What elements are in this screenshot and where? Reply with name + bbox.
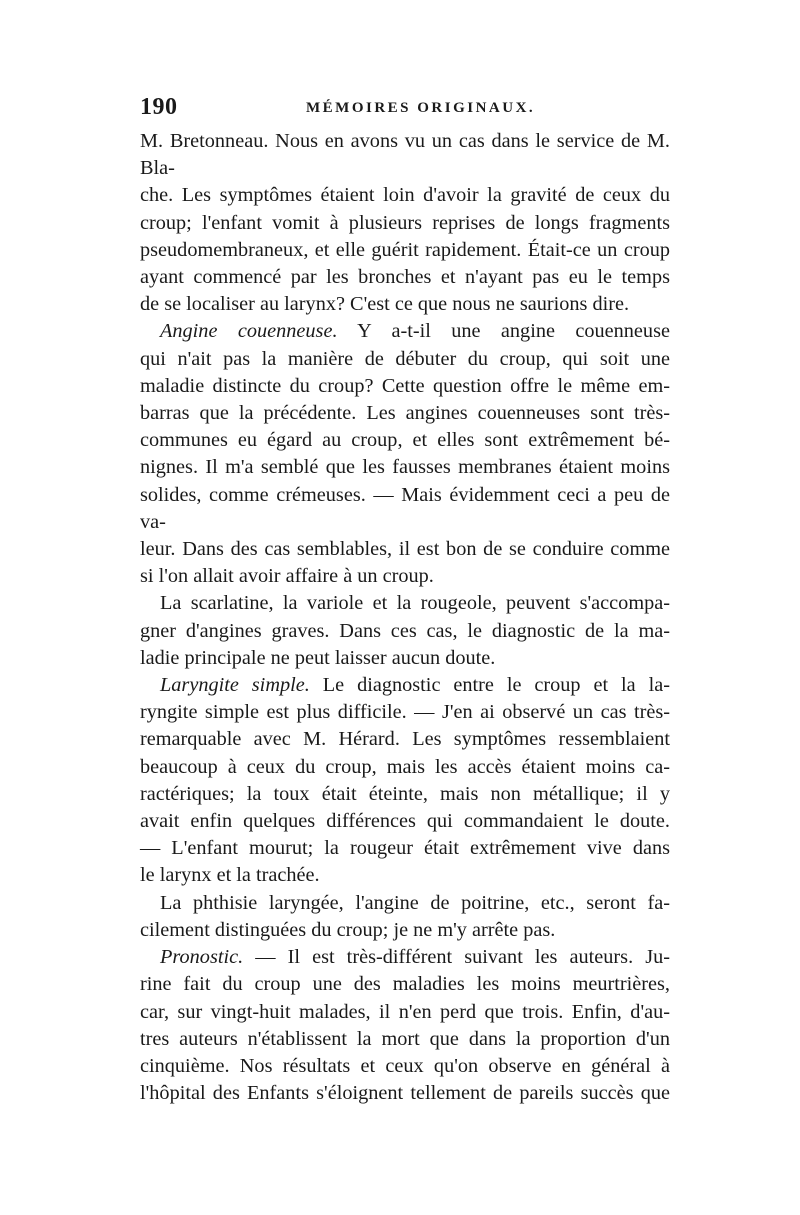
text-line: pseudomembraneux, et elle guérit rapidement. Était-ce un croup	[140, 238, 670, 261]
text-line: l'hôpital des Enfants s'éloignent tellement de pareils succès que	[140, 1082, 670, 1105]
text-line: solides, comme crémeuses. — Mais évidemment ceci a peu de va-	[140, 483, 670, 533]
section-lead: Laryngite simple.	[160, 674, 310, 697]
text-line: che. Les symptômes étaient loin d'avoir la gravité de ceux du	[140, 184, 670, 207]
text-line: ryngite simple est plus difficile. — J'en ai observé un cas très-	[140, 701, 670, 724]
text-line	[140, 672, 670, 699]
text-line: cilement distinguées du croup; je ne m'y arrête pas.	[140, 918, 556, 941]
text-line: beaucoup à ceux du croup, mais les accès étaient moins ca-	[140, 755, 670, 778]
page-number: 190	[140, 94, 178, 120]
section-lead: Pronostic.	[160, 946, 244, 969]
body-text	[140, 128, 670, 1107]
paragraph	[140, 944, 670, 1107]
running-head	[140, 94, 670, 122]
text-line	[140, 944, 670, 971]
text-line: qui n'ait pas la manière de débuter du croup, qui soit une	[140, 347, 670, 370]
text-line: ractériques; la toux était éteinte, mais non métallique; il y	[140, 782, 670, 805]
text-line: croup; l'enfant vomit à plusieurs reprises de longs fragments	[140, 211, 670, 234]
text-line: le larynx et la trachée.	[140, 864, 320, 887]
book-page	[140, 94, 670, 1107]
text-line: cinquième. Nos résultats et ceux qu'on observe en général à	[140, 1054, 670, 1077]
text-line: car, sur vingt-huit malades, il n'en perd que trois. Enfin, d'au-	[140, 1000, 670, 1023]
text-line-rest: Y a-t-il une angine couenneuse	[357, 320, 670, 343]
running-title: MÉMOIRES ORIGINAUX.	[306, 100, 536, 116]
text-line	[140, 318, 670, 345]
text-line: — L'enfant mourut; la rougeur était extrêmement vive dans	[140, 837, 670, 860]
text-line-rest: — Il est très-différent suivant les auteurs. Ju-	[255, 946, 670, 969]
text-line: rine fait du croup une des maladies les moins meurtrières,	[140, 973, 670, 996]
text-line: ayant commencé par les bronches et n'ayant pas eu le temps	[140, 266, 670, 289]
section-lead: Angine couenneuse.	[160, 320, 338, 343]
text-line: ladie principale ne peut laisser aucun doute.	[140, 646, 496, 669]
text-line: de se localiser au larynx? C'est ce que nous ne saurions dire.	[140, 293, 630, 316]
paragraph	[140, 590, 670, 672]
text-line: avait enfin quelques différences qui commandaient le doute.	[140, 810, 670, 833]
paragraph	[140, 890, 670, 944]
text-line: barras que la précédente. Les angines couenneuses sont très-	[140, 402, 670, 425]
paragraph	[140, 318, 670, 590]
text-line: gner d'angines graves. Dans ces cas, le diagnostic de la ma-	[140, 619, 670, 642]
text-line: remarquable avec M. Hérard. Les symptômes ressemblaient	[140, 728, 670, 751]
text-line: leur. Dans des cas semblables, il est bon de se conduire comme	[140, 538, 670, 561]
paragraph	[140, 128, 670, 318]
text-line: nignes. Il m'a semblé que les fausses membranes étaient moins	[140, 456, 670, 479]
text-line: tres auteurs n'établissent la mort que dans la proportion d'un	[140, 1027, 670, 1050]
text-line: M. Bretonneau. Nous en avons vu un cas dans le service de M. Bla-	[140, 130, 670, 180]
text-line: La scarlatine, la variole et la rougeole, peuvent s'accompa-	[160, 592, 670, 615]
paragraph	[140, 672, 670, 890]
text-line: si l'on allait avoir affaire à un croup.	[140, 565, 434, 588]
text-line: maladie distincte du croup? Cette question offre le même em-	[140, 374, 670, 397]
text-line: La phthisie laryngée, l'angine de poitrine, etc., seront fa-	[160, 891, 670, 914]
text-line: communes eu égard au croup, et elles sont extrêmement bé-	[140, 429, 670, 452]
text-line-rest: Le diagnostic entre le croup et la la-	[322, 674, 671, 697]
